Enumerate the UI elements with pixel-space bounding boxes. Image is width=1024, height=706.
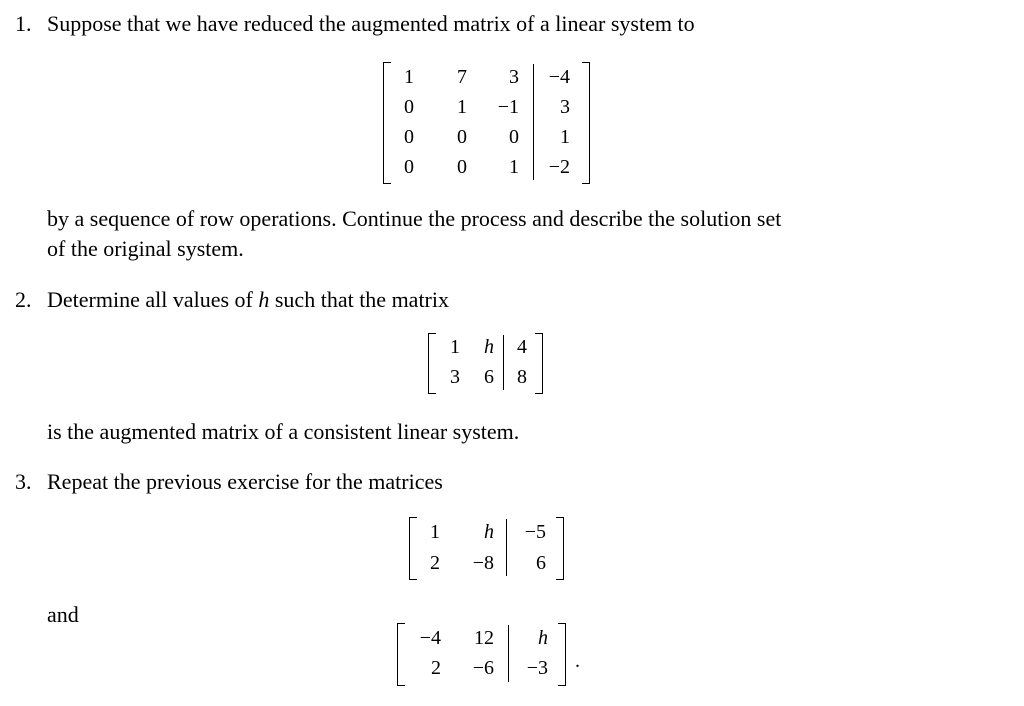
- matrix-cell: 3: [509, 66, 519, 88]
- matrix-cell: 0: [404, 96, 414, 118]
- matrix-cell: −4: [419, 627, 441, 649]
- matrix-cell: −3: [526, 657, 548, 679]
- matrix-cell: 1: [509, 156, 519, 178]
- matrix-cell: 1: [430, 521, 440, 543]
- problem-3-number: 3.: [15, 469, 32, 494]
- matrix-cell: −8: [472, 552, 494, 574]
- matrix-cell: −1: [497, 96, 519, 118]
- matrix-cell: 2: [430, 552, 440, 574]
- right-bracket: [558, 623, 566, 686]
- problem-2-followup: is the augmented matrix of a consistent linear system.: [47, 419, 520, 444]
- problem-3-text: Repeat the previous exercise for the matrices: [47, 469, 443, 494]
- problem-1-followup-line-2: of the original system.: [47, 236, 244, 261]
- matrix-cell: 8: [517, 366, 527, 388]
- problem-1-text: Suppose that we have reduced the augmented matrix of a linear system to: [47, 11, 695, 36]
- matrix-cell: 0: [404, 156, 414, 178]
- problem-1-followup-line-1: by a sequence of row operations. Continue the process and describe the solution set: [47, 206, 782, 231]
- right-bracket: [582, 62, 590, 184]
- matrix-cell: 7: [457, 66, 467, 88]
- problem-3-connector: and: [47, 602, 79, 627]
- right-bracket: [556, 517, 564, 580]
- matrix-cell: 1: [404, 66, 414, 88]
- matrix-cell: 12: [474, 627, 494, 649]
- problem-1-number: 1.: [15, 11, 32, 36]
- matrix-cell: 0: [457, 126, 467, 148]
- variable-h: h: [258, 287, 270, 312]
- matrix-cell: −5: [524, 521, 546, 543]
- matrix-cell: 0: [457, 156, 467, 178]
- problem-2-text: [47, 287, 449, 313]
- problem-2-text-post: such that the matrix: [269, 287, 449, 312]
- matrix-cell: −4: [548, 66, 570, 88]
- matrix-cell: 3: [560, 96, 570, 118]
- matrix-cell: h: [538, 627, 548, 649]
- matrix-cell: 6: [536, 552, 546, 574]
- matrix-cell: 0: [509, 126, 519, 148]
- right-bracket: [535, 333, 543, 394]
- matrix-cell: −2: [548, 156, 570, 178]
- problem-2-number: 2.: [15, 287, 32, 312]
- matrix-cell: 1: [450, 336, 460, 358]
- matrix-cell: 6: [484, 366, 494, 388]
- matrix-cell: 0: [404, 126, 414, 148]
- matrix-cell: 1: [457, 96, 467, 118]
- matrix-cell: 2: [431, 657, 441, 679]
- final-period: .: [575, 650, 580, 672]
- matrix-cell: h: [484, 336, 494, 358]
- matrix-cell: −6: [472, 657, 494, 679]
- matrix-cell: 3: [450, 366, 460, 388]
- problem-2-text-pre: Determine all values of: [47, 287, 259, 312]
- matrix-cell: 1: [560, 126, 570, 148]
- matrix-cell: 4: [517, 336, 527, 358]
- matrix-cell: h: [484, 521, 494, 543]
